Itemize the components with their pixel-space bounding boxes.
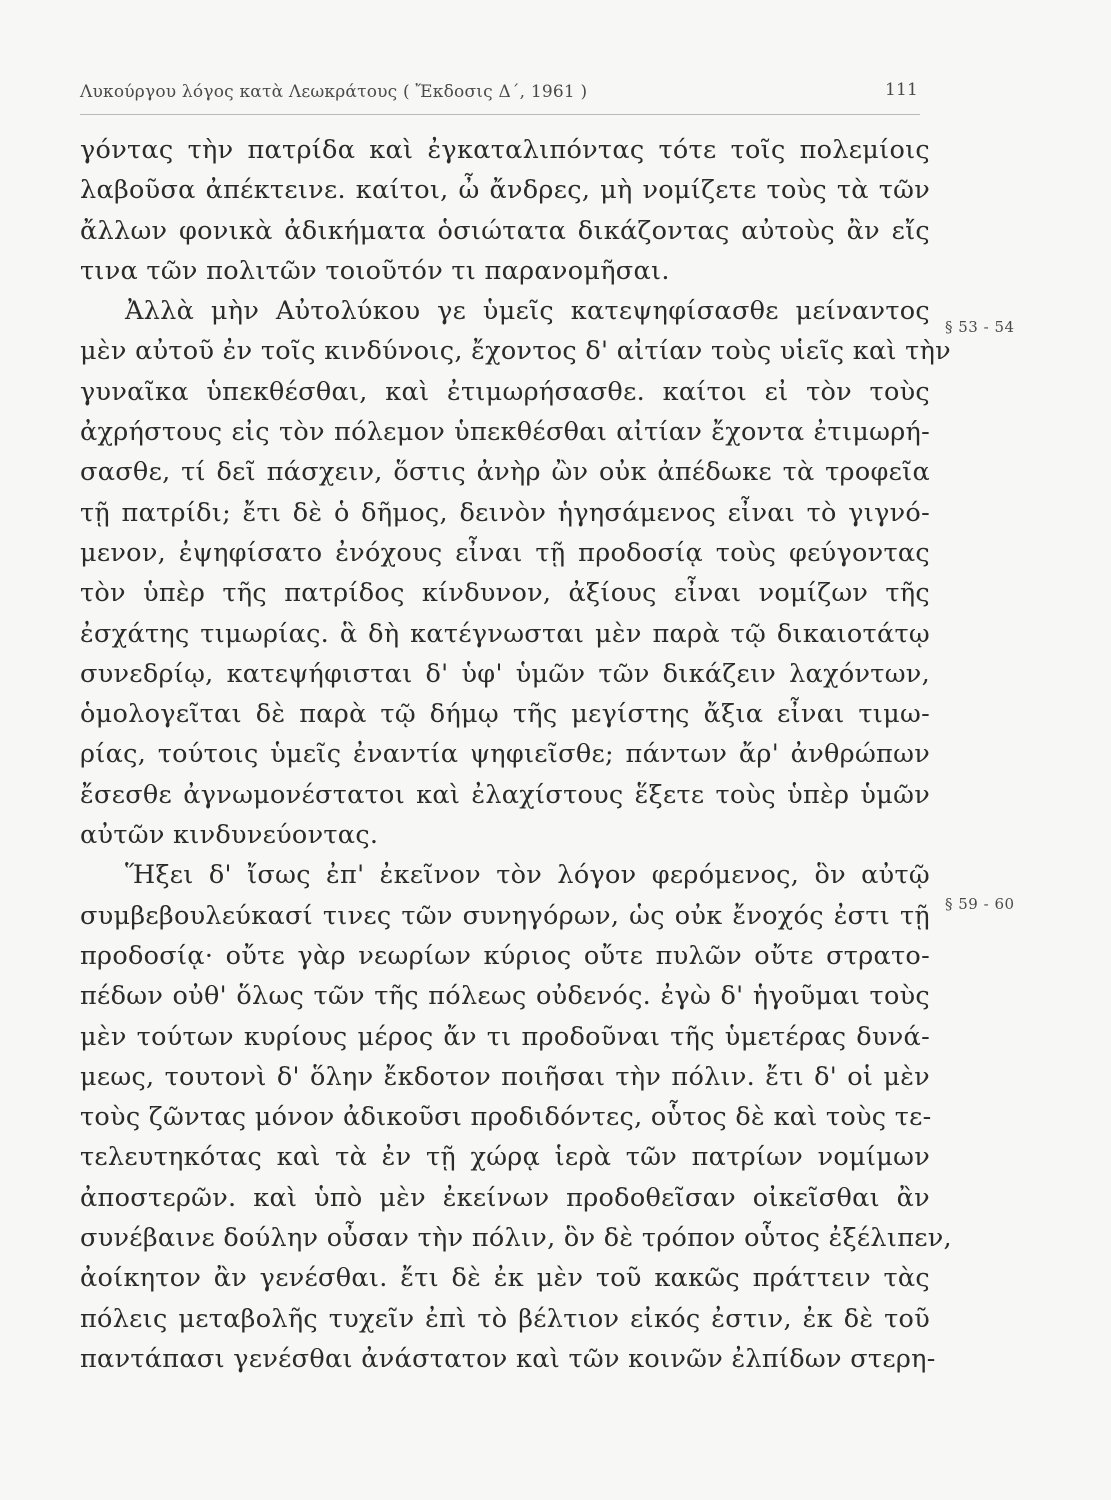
- running-header: [80, 78, 920, 115]
- text-line: τελευτηκότας καὶ τὰ ἐν τῇ χώρᾳ ἱερὰ τῶν πατρίων νομίμων: [80, 1142, 930, 1173]
- running-title: Λυκούργου λόγος κατὰ Λεωκράτους ( Ἔκδοσις Δ΄, 1961 ): [80, 82, 588, 102]
- text-line: μὲν αὐτοῦ ἐν τοῖς κινδύνοις, ἔχοντος δ' αἰτίαν τοὺς υἱεῖς καὶ τὴν: [80, 336, 951, 367]
- marginal-section-ref: § 53 - 54: [945, 318, 1015, 336]
- page-number: 111: [884, 80, 918, 100]
- text-line: λαβοῦσα ἀπέκτεινε. καίτοι, ὦ ἄνδρες, μὴ νομίζετε τοὺς τὰ τῶν: [80, 175, 930, 206]
- text-line: ἔσεσθε ἀγνωμονέστατοι καὶ ἐλαχίστους ἕξετε τοὺς ὑπὲρ ὑμῶν: [80, 779, 930, 810]
- text-line: αὐτῶν κινδυνεύοντας.: [80, 820, 379, 851]
- text-line: γόντας τὴν πατρίδα καὶ ἐγκαταλιπόντας τότε τοῖς πολεμίοις: [80, 135, 930, 165]
- text-line: ὁμολογεῖται δὲ παρὰ τῷ δήμῳ τῆς μεγίστης ἄξια εἶναι τιμω-: [80, 699, 930, 730]
- text-line: σασθε, τί δεῖ πάσχειν, ὅστις ἀνὴρ ὢν οὐκ ἀπέδωκε τὰ τροφεῖα: [80, 457, 930, 488]
- text-line: μεως, τουτονὶ δ' ὅλην ἔκδοτον ποιῆσαι τὴν πόλιν. ἔτι δ' οἱ μὲν: [80, 1061, 930, 1092]
- text-line: πέδων οὐθ' ὅλως τῶν τῆς πόλεως οὐδενός. ἐγὼ δ' ἡγοῦμαι τοὺς: [80, 981, 930, 1012]
- text-line: συνέβαινε δούλην οὖσαν τὴν πόλιν, ὃν δὲ τρόπον οὗτος ἐξέλιπεν,: [80, 1223, 952, 1254]
- text-body: [80, 130, 952, 1379]
- text-line: ἀχρήστους εἰς τὸν πόλεμον ὑπεκθέσθαι αἰτίαν ἔχοντα ἐτιμωρή-: [80, 417, 930, 448]
- marginal-section-ref: § 59 - 60: [945, 895, 1015, 913]
- text-line: παντάπασι γενέσθαι ἀνάστατον καὶ τῶν κοινῶν ἐλπίδων στερη-: [80, 1343, 936, 1374]
- text-line: τῇ πατρίδι; ἔτι δὲ ὁ δῆμος, δεινὸν ἡγησάμενος εἶναι τὸ γιγνό-: [80, 497, 930, 528]
- text-line: συνεδρίῳ, κατεψήφισται δ' ὑφ' ὑμῶν τῶν δικάζειν λαχόντων,: [80, 658, 930, 689]
- text-line: προδοσίᾳ· οὔτε γὰρ νεωρίων κύριος οὔτε πυλῶν οὔτε στρατο-: [80, 940, 930, 971]
- text-line: ἀποστερῶν. καὶ ὑπὸ μὲν ἐκείνων προδοθεῖσαν οἰκεῖσθαι ἂν: [80, 1182, 930, 1213]
- text-line: τοὺς ζῶντας μόνον ἀδικοῦσι προδιδόντες, οὗτος δὲ καὶ τοὺς τε-: [80, 1102, 932, 1133]
- text-line: ρίας, τούτοις ὑμεῖς ἐναντία ψηφιεῖσθε; πάντων ἄρ' ἀνθρώπων: [80, 739, 930, 770]
- text-line: τὸν ὑπὲρ τῆς πατρίδος κίνδυνον, ἀξίους εἶναι νομίζων τῆς: [80, 578, 930, 609]
- text-line: μὲν τούτων κυρίους μέρος ἄν τι προδοῦναι τῆς ὑμετέρας δυνά-: [80, 1021, 930, 1052]
- text-line: πόλεις μεταβολῆς τυχεῖν ἐπὶ τὸ βέλτιον εἰκός ἐστιν, ἐκ δὲ τοῦ: [80, 1303, 930, 1334]
- text-line: τινα τῶν πολιτῶν τοιοῦτόν τι παρανομῆσαι.: [80, 255, 670, 286]
- text-line: μενον, ἐψηφίσατο ἐνόχους εἶναι τῇ προδοσίᾳ τοὺς φεύγοντας: [80, 537, 930, 568]
- text-line: συμβεβουλεύκασί τινες τῶν συνηγόρων, ὡς οὐκ ἔνοχός ἐστι τῇ: [80, 900, 930, 931]
- text-line: γυναῖκα ὑπεκθέσθαι, καὶ ἐτιμωρήσασθε. καίτοι εἰ τὸν τοὺς: [80, 376, 930, 407]
- text-line: ἐσχάτης τιμωρίας. ἃ δὴ κατέγνωσται μὲν παρὰ τῷ δικαιοτάτῳ: [80, 618, 930, 649]
- text-line: Ἥξει δ' ἴσως ἐπ' ἐκεῖνον τὸν λόγον φερόμενος, ὃν αὐτῷ: [125, 860, 930, 891]
- text-line: Ἀλλὰ μὴν Αὐτολύκου γε ὑμεῖς κατεψηφίσασθε μείναντος: [125, 296, 930, 327]
- text-line: ἀοίκητον ἂν γενέσθαι. ἔτι δὲ ἐκ μὲν τοῦ κακῶς πράττειν τὰς: [80, 1263, 930, 1294]
- text-line: ἄλλων φονικὰ ἀδικήματα ὁσιώτατα δικάζοντας αὐτοὺς ἂν εἴς: [80, 215, 930, 246]
